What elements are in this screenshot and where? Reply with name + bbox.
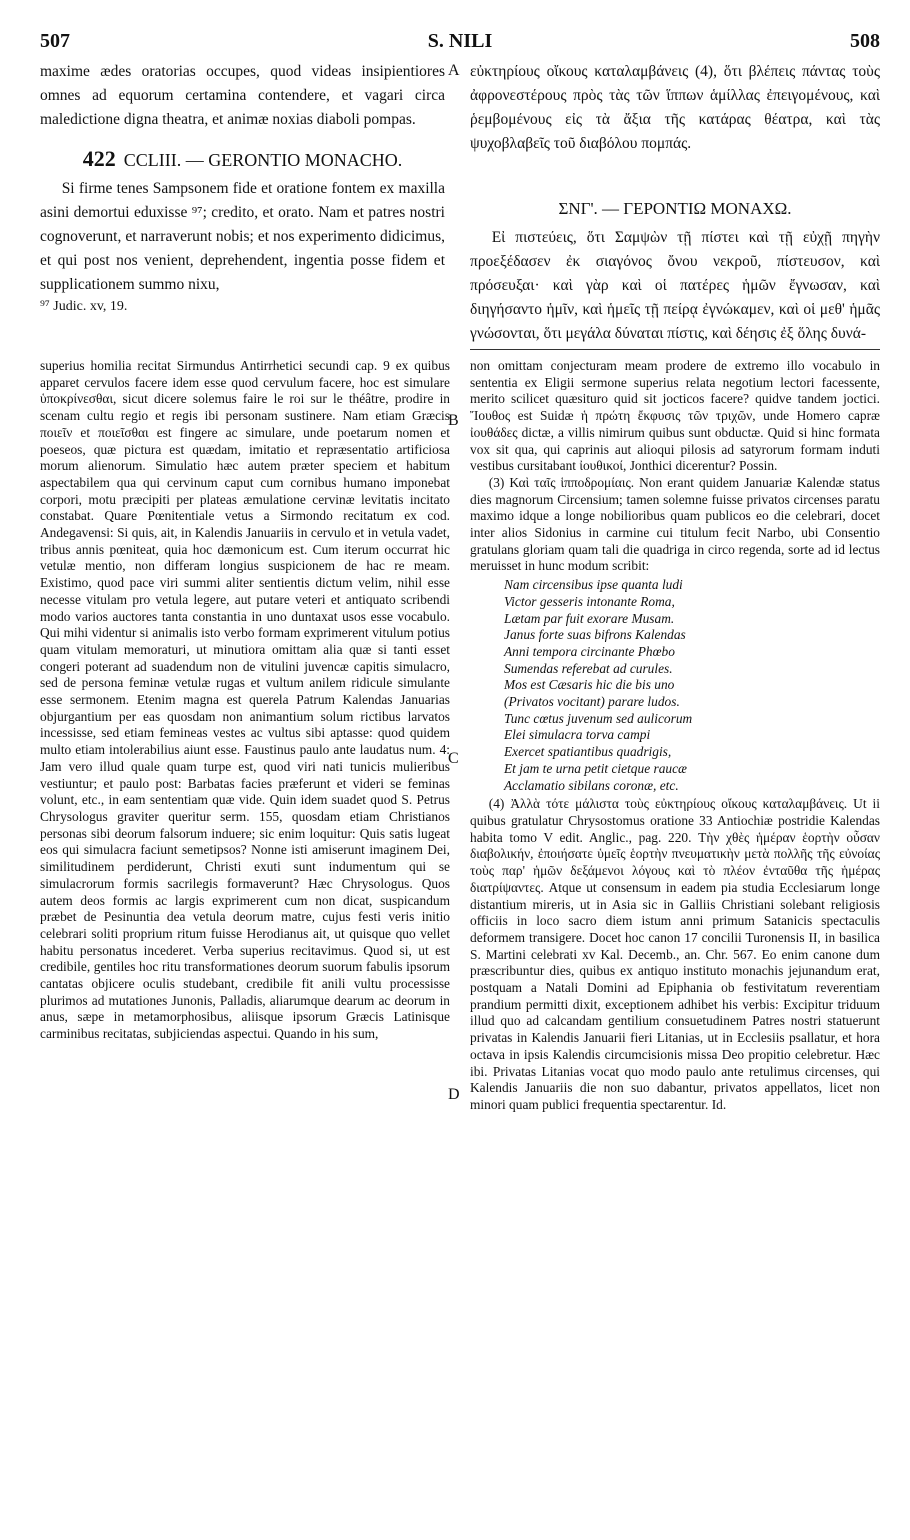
latin-letter-body: Si firme tenes Sampsonem fide et oratione fontem ex maxilla asini demortui eduxisse ⁹⁷; credito, et orato. Nam et patres nostri cognoverunt, et narraverunt nobis; et nos experimento didicimus, et qui post nos venient, deprehendent, ingentia posse fidem et supplicationem summo nixu, — [40, 180, 445, 293]
verse-line: Anni tempora circinante Phœbo — [504, 643, 675, 659]
sidonius-verse — [504, 577, 880, 794]
margin-marker-a: A — [448, 62, 460, 79]
verse-line: Acclamatio sibilans coronæ, etc. — [504, 777, 679, 793]
verse-line: Sumendas referebat ad curules. — [504, 660, 673, 676]
verse-line: Victor gesseris intonante Roma, — [504, 593, 675, 609]
note-3: (3) Καὶ ταῖς ἱπποδρομίαις. Non erant quidem Januariæ Kalendæ status dies magnorum Circensium; tamen solemne fuisse privatos circenses paratu maximo idque a longe nobilioribus quam publicos eo die celebrari, docet inter alios Sidonius in carmine cui titulum fecit Narbo, ubi Consentio gratulans gloriam quam tali die quadriga in circo regenda, sorte ad id lectus meruisset in hunc modum scribit: — [470, 474, 880, 574]
verse-line: Elei simulacra torva campi — [504, 727, 651, 743]
note-continuation: non omittam conjecturam meam prodere de extremo illo vocabulo in sententia ex Eligii sermone superius relata negotium lectori facessente, merito scilicet quæsituro quid sit jocticos facere? quidve tandem joctici. Ἴουθος est Suidæ ἡ πρώτη ἔκφυσις τῶν τριχῶν, unde Homero capræ ἰουθάδες dictæ, a villis nimirum quibus sunt obductæ. Quid si hinc formata vox sit qua, qui caprinis aut alioqui pilosis ad satyrorum formam induti vestibus cursitabant ἰουθικοί, Jonthici dicerentur? Possin. — [470, 358, 880, 474]
latin-footnote: ⁹⁷ Judic. xv, 19. — [40, 299, 128, 314]
greek-letter-body: Εἰ πιστεύεις, ὅτι Σαμψὼν τῇ πίστει καὶ τῇ εὐχῇ πηγὴν προεξέδασεν ἐκ σιαγόνος ὄνου νεκροῦ, πίστευσον, καὶ πρόσευξαι· καὶ γὰρ καὶ οἱ πατέρες ἡμῶν ἔγνωσαν, καὶ διηγήσαντο ἡμῖν, καὶ ἡμεῖς τῇ πείρᾳ ἐγνώκαμεν, καὶ οἱ μεθ' ἡμᾶς γνώσονται, ὅτι μεγάλα δύναται πίστις, καὶ δέησις ἐξ ὅλης δυνά- — [470, 229, 880, 342]
notes-left-text: superius homilia recitat Sirmundus Antirrhetici secundi cap. 9 ex quibus apparet cervulos facere idem esse quod cervulum facere, hoc est simulare ὑποκρίνεσθαι, sicut dicere solemus faire le roi sur le théâtre, prodire in scenam cultu regio et regis ibi personam sustinere. Nam etiam Græcis ποιεῖν et ποιεῖσθαι est fingere ac simulare, unde poetarum nomen et poeseos, quæ pictura est quædam, imitatio et repræsentatio artificiosa morum alienorum. Simulatio hæc autem præter speciem et habitum aspectabilem qua qui cervinum caput cum cornibus humano imponebat corpori, motu præcipiti per plateas æmulatione cervinæ levitatis incitato constabat. Quare Pœnitentiale vetus a Sirmondo recitatum ex cod. Andegavensi: Si quis, ait, in Kalendis Januariis in cervulo et in vetula vadet, tribus annis pœniteat, quia hoc dæmonicum est. Cum iterum occurrat hic vetulæ mentio, non differam longius suspicionem de hac re meam. Existimo, quod pace viri summi aliter sentientis dictum velim, nihil esse necesse vitulam pro vetula legere, aut putare veteri et antiquato scribendi modo varios auctores tanta constantia in uno duntaxat usos esse vocabulo. Qui mihi videntur si animalis isto verbo formam exprimerent vitulum potius quam vitulam memoraturi, ut minutiora omittam alia quæ si tanti esset congeri poterant ad suadendum non de vitulini juvencæ capitis simulacro, sed de persona feminæ vetulæ rugas et vultum anilem ridicule simulante esse sermonem. Etenim magna est querela Patrum Kalendas Januarias objurgantium per eas quosdam non animantium solum rictibus larvatos incessisse, sed etiam femineas vestes ac vultus sibi aptasse: quod quidem multo etiam intolerabilius aiunt esse. Faustinus paulo ante laudatus num. 4: Jam vero illud quale quam turpe est, quod viri nati tunicis mulieribus vestiuntur; et paulo post: Barbatas facies præferunt et videri se feminas volunt, etc., in eam sententiam quæ vide. Quin idem suadet quod S. Petrus Chrysologus graviter queritur serm. 155, quosdam etiam Christianos personas sibi deorum falsorum induere; sic enim loquitur: Quis satis lugeat eos qui simulacra faciunt semetipsos? Nonne isti amiserunt imaginem Dei, similitudinem perdiderunt, Christi exuti sunt indumentum qui se simulacrorum formis sacrilegis formaverunt? Hæc Chrysologus. Quos autem deos formis ac largis exprimerent cum non dicat, suspicandum præbet de Pesinuntia dea vetula deorum matre, cujus festi veris initio celebrari soliti proprium ritum fuisse Herodianus ait, ut quisque quo vellet habitu personatus incederet. Verba superius recitavimus. Quod si, ut est credibile, gentiles hoc ritu transformationes deorum suorum fabulis ipsorum cantatas objicere oculis studebant, credibile fit anili vultu processisse plurimos ad mutationes Junonis, Palladis, aliarumque dearum ac deorum in anus, sæpe in metamorphosibus, aliisque ipsorum Græcis Latinisque carminibus recitatas, subjiciendas aspectui. Quando in his sum, — [40, 358, 450, 1042]
margin-marker-d: D — [448, 1086, 460, 1103]
notes-right-column — [470, 358, 880, 1114]
latin-intro: maxime ædes oratorias occupes, quod videas insipientiores omnes ad equorum certamina contendere, et vagari circa maledictione digna theatra, et animæ noxias diaboli pompas. — [40, 63, 445, 128]
notes-left-column — [40, 358, 450, 1043]
greek-letter-column — [470, 60, 880, 346]
running-header — [40, 30, 880, 56]
column-divider-rule — [470, 349, 880, 350]
greek-intro: εὐκτηρίους οἴκους καταλαμβάνεις (4), ὅτι βλέπεις πάντας τοὺς ἀφρονεστέρους πρὸς τὰς τῶν ἵππων ἁμίλλας ἐπειγομένους, καὶ ῥεμβομένους εἰς τὰ ἄξια τῆς κατάρας θέατρα, καὶ τὰς ψυχοβλαβεῖς τοῦ διαβόλου πομπάς. — [470, 63, 880, 152]
left-page-number: 507 — [40, 30, 70, 52]
verse-line: Mos est Cæsaris hic die bis uno — [504, 677, 675, 693]
latin-section-heading — [40, 146, 445, 173]
verse-line: Tunc cœtus juvenum sed aulicorum — [504, 710, 693, 726]
latin-section-title: CCLIII. — GERONTIO MONACHO. — [123, 150, 403, 170]
greek-section-title: ΣΝΓ'. — ΓΕΡΟΝΤΙΩ ΜΟΝΑΧΩ. — [558, 199, 792, 218]
verse-line: Et jam te urna petit cietque raucæ — [504, 760, 687, 776]
margin-marker-c: C — [448, 750, 459, 767]
verse-line: Exercet spatiantibus quadrigis, — [504, 744, 672, 760]
margin-marker-b: B — [448, 412, 459, 429]
right-page-number: 508 — [850, 30, 880, 52]
note-4: (4) Ἀλλὰ τότε μάλιστα τοὺς εὐκτηρίους οἴκους καταλαμβάνεις. Ut ii quibus gratulatur Chrysostomus oratione 33 Antiochiæ postridie Kalendas habita tomo V edit. Anglic., pag. 220. Τὴν χθὲς ἡμέραν ἑορτὴν οὖσαν διαβολικήν, ἐποιήσατε ὑμεῖς ἑορτὴν πνευματικὴν μετὰ πολλῆς τῆς εὐνοίας τοὺς παρ' ἡμῶν δεξάμενοι λόγους καὶ τὸ πλέον ἐνταῦθα τῆς ἡμέρας διατρίψαντες. Atque ut consensum in eadem pia studia Ecclesiarum longe distantium mireris, ut in Asia sic in Galliis Christiani solebant religiosis officiis in loco sacro diem istum anni primum Satanicis spectaculis deformem transigere. Docet hoc canon 17 concilii Turonensis II, in basilica S. Martini celebrati xv Kal. Decemb., an. Chr. 567. Eo enim canone dum præscribuntur dies, quibus ex antiquo instituto monachis jejunandum erat, postquam a Natali Domini ad Epiphania ob festivitatum reverentiam prandium permitti dixit, exceptionem adhibet his verbis: Excipitur triduum illud quo ad calcandam gentilium consuetudinem Patres nostri statuerunt privatas in Kalendis Januarii fieri Litanias, ut in Ecclesiis psallatur, et hora octava in ipsis Kalendis circumcisionis missa Deo propitio celebretur. Hæc ibi. Privatas Litanias vocat quo modo paulo ante retulimus circenses, qui Kalendis Januariis die non suo dabantur, privatos appellatos, licet non minori quam publici frequentia spectarentur. Id. — [470, 796, 880, 1112]
running-title: S. NILI — [427, 30, 493, 52]
section-number: 422 — [82, 146, 116, 171]
verse-line: Lætam par fuit exorare Musam. — [504, 610, 675, 626]
latin-letter-column — [40, 60, 445, 317]
verse-line: Nam circensibus ipse quanta ludi — [504, 577, 683, 593]
verse-line: (Privatos vocitant) parare ludos. — [504, 694, 680, 710]
verse-line: Janus forte suas bifrons Kalendas — [504, 627, 686, 643]
